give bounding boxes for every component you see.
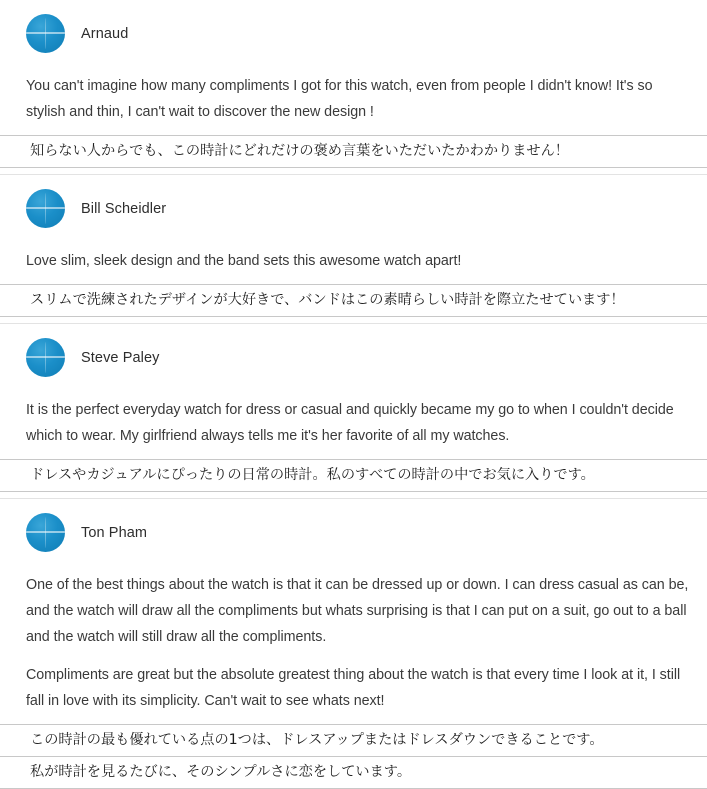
review-header <box>0 0 707 63</box>
review-paragraph: Love slim, sleek design and the band sets this awesome watch apart! <box>26 253 462 269</box>
translation-line: この時計の最も優れている点の1つは、ドレスアップまたはドレスダウンできることです。 <box>0 724 707 757</box>
review-item <box>0 175 707 317</box>
review-author: Steve Paley <box>81 349 160 366</box>
review-body <box>0 572 707 714</box>
review-item <box>0 499 707 789</box>
review-item <box>0 0 707 168</box>
review-paragraph: One of the best things about the watch is that it can be dressed up or down. I can dress casual as can be, and the watch will draw all the compliments but whats surprising is that I can put on a suit, go out to a ball and the watch will still draw all the compliments. <box>26 577 689 645</box>
review-item <box>0 324 707 492</box>
review-header <box>0 175 707 238</box>
globe-avatar-icon <box>26 513 65 552</box>
translation-line: スリムで洗練されたデザインが大好きで、バンドはこの素晴らしい時計を際立たせています！ <box>0 284 707 317</box>
review-body <box>0 73 707 125</box>
review-author: Ton Pham <box>81 524 148 541</box>
translation-line: 私が時計を見るたびに、そのシンプルさに恋をしています。 <box>0 757 707 789</box>
review-body <box>0 397 707 449</box>
review-paragraph: It is the perfect everyday watch for dress or casual and quickly became my go to when I couldn't decide which to wear. My girlfriend always tells me it's her favorite of all my watches. <box>26 402 674 444</box>
review-header <box>0 324 707 387</box>
review-paragraph: You can't imagine how many compliments I got for this watch, even from people I didn't know! It's so stylish and thin, I can't wait to discover the new design ! <box>26 78 653 120</box>
globe-avatar-icon <box>26 189 65 228</box>
translation-line: ドレスやカジュアルにぴったりの日常の時計。私のすべての時計の中でお気に入りです。 <box>0 459 707 492</box>
review-paragraph: Compliments are great but the absolute greatest thing about the watch is that every time I look at it, I still fall in love with its simplicity. Can't wait to see whats next! <box>26 667 681 709</box>
review-author: Arnaud <box>81 25 129 42</box>
review-header <box>0 499 707 562</box>
globe-avatar-icon <box>26 338 65 377</box>
review-body <box>0 248 707 274</box>
translation-line: 知らない人からでも、この時計にどれだけの褒め言葉をいただいたかわかりません！ <box>0 135 707 168</box>
review-author: Bill Scheidler <box>81 200 167 217</box>
globe-avatar-icon <box>26 14 65 53</box>
